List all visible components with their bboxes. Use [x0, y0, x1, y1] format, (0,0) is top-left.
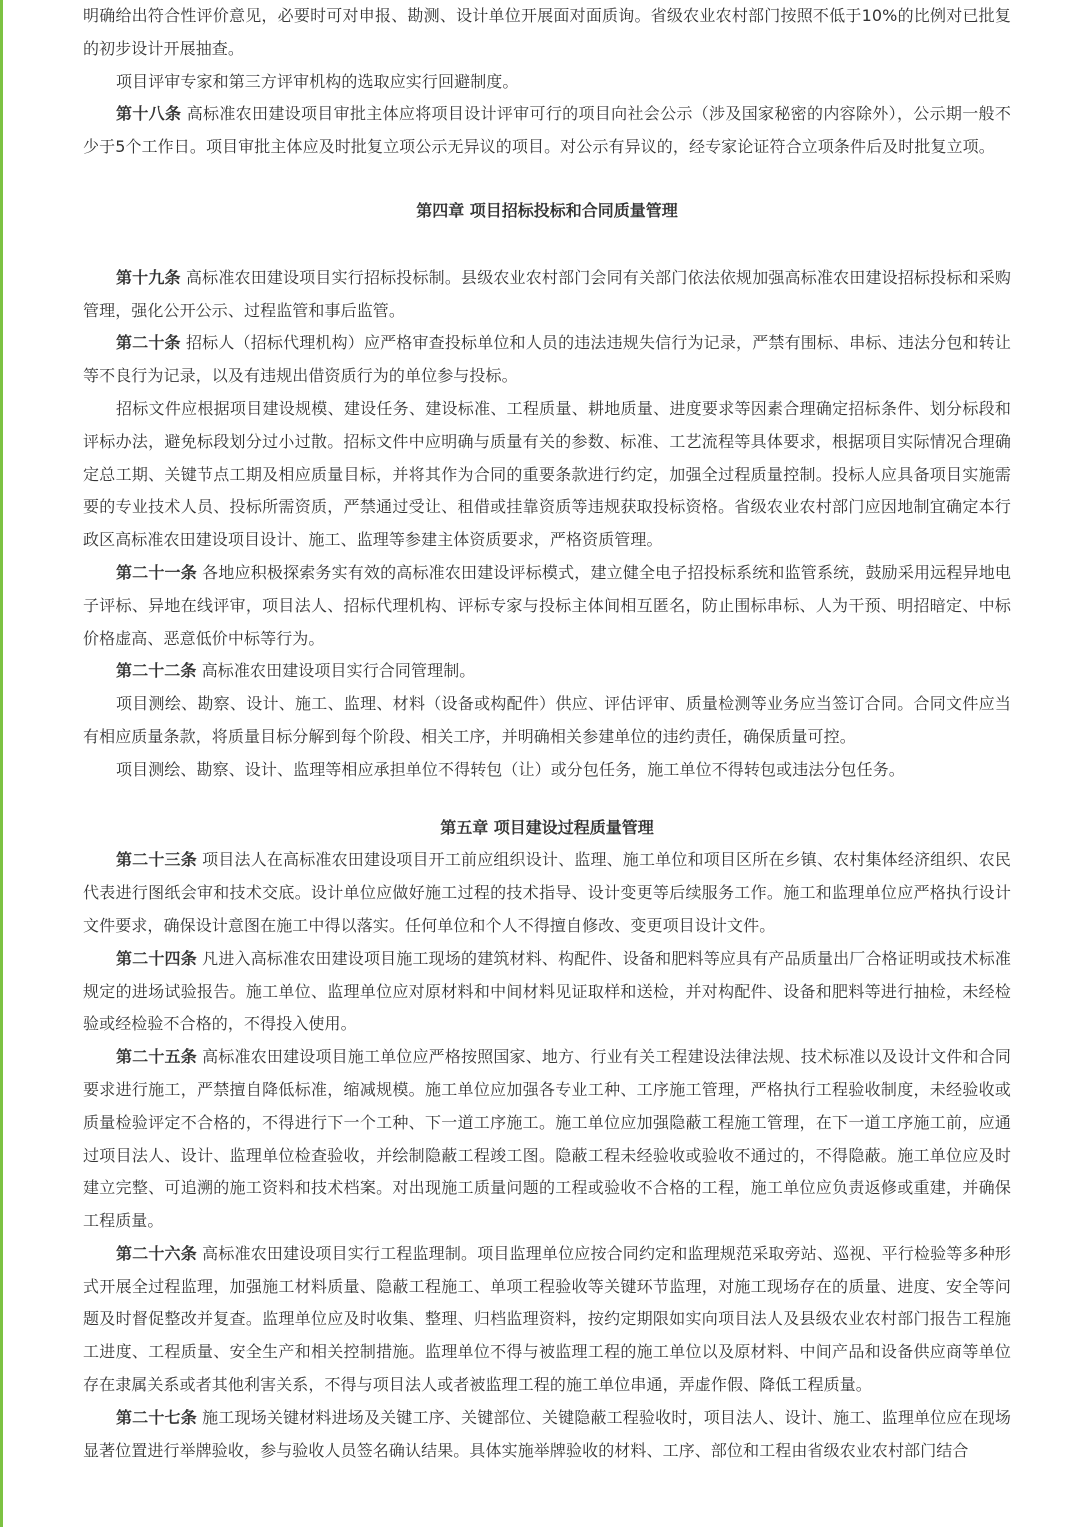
article-23-label: 第二十三条 [116, 850, 197, 870]
paragraph-recusal: 项目评审专家和第三方评审机构的选取应实行回避制度。 [116, 71, 519, 91]
article-22-label: 第二十二条 [116, 661, 197, 681]
article-23 [83, 844, 1011, 942]
article-25 [83, 1041, 1011, 1238]
article-19-text: 高标准农田建设项目实行招标投标制。县级农业农村部门会同有关部门依法依规加强高标准农田建设招标投标和采购管理，强化公开公示、过程监管和事后监管。 [83, 267, 1011, 320]
article-18-text: 高标准农田建设项目审批主体应将项目设计评审可行的项目向社会公示（涉及国家秘密的内容除外），公示期一般不少于5个工作日。项目审批主体应及时批复立项公示无异议的项目。对公示有异议的，经专家论证符合立项条件后及时批复立项。 [83, 104, 1011, 157]
paragraph-subcontracting: 项目测绘、勘察、设计、监理等相应承担单位不得转包（让）或分包任务，施工单位不得转包或违法分包任务。 [116, 759, 905, 779]
article-26 [83, 1238, 1011, 1402]
article-21-label: 第二十一条 [116, 562, 197, 582]
article-27 [83, 1402, 1011, 1468]
article-26-label: 第二十六条 [116, 1243, 197, 1263]
article-25-text: 高标准农田建设项目施工单位应严格按照国家、地方、行业有关工程建设法律法规、技术标准以及设计文件和合同要求进行施工，严禁擅自降低标准，缩减规模。施工单位应加强各专业工种、工序施工管理，严格执行工程验收制度，未经验收或质量检验评定不合格的，不得进行下一个工种、下一道工序施工。施工单位应加强隐蔽工程施工管理，在下一道工序施工前，应通过项目法人、设计、监理单位检查验收，并绘制隐蔽工程竣工图。隐蔽工程未经验收或验收不通过的，不得隐蔽。施工单位应及时建立完整、可追溯的施工资料和技术档案。对出现施工质量问题的工程或验收不合格的工程，施工单位应负责返修或重建，并确保工程质量。 [83, 1047, 1011, 1231]
article-22 [83, 655, 1011, 688]
paragraph-continuation: 明确给出符合性评价意见，必要时可对申报、勘测、设计单位开展面对面质询。省级农业农村部门按照不低于10%的比例对已批复的初步设计开展抽查。 [83, 6, 1011, 58]
article-24-label: 第二十四条 [116, 948, 197, 968]
article-20 [83, 327, 1011, 393]
paragraph-contracts: 项目测绘、勘察、设计、施工、监理、材料（设备或构配件）供应、评估评审、质量检测等业务应当签订合同。合同文件应当有相应质量条款，将质量目标分解到每个阶段、相关工序，并明确相关参建单位的违约责任，确保质量可控。 [83, 694, 1011, 746]
article-22-text: 高标准农田建设项目实行合同管理制。 [196, 661, 476, 681]
chapter-4-title: 第四章 项目招标投标和合同质量管理 [416, 200, 678, 220]
chapter-5-title: 第五章 项目建设过程质量管理 [440, 817, 654, 837]
document-body [83, 0, 1011, 1467]
article-26-text: 高标准农田建设项目实行工程监理制。项目监理单位应按合同约定和监理规范采取旁站、巡视、平行检验等多种形式开展全过程监理，加强施工材料质量、隐蔽工程施工、单项工程验收等关键环节监理，对施工现场存在的质量、进度、安全等问题及时督促整改并复查。监理单位应及时收集、整理、归档监理资料，按约定期限如实向项目法人及县级农业农村部门报告工程施工进度、工程质量、安全生产和相关控制措施。监理单位不得与被监理工程的施工单位以及原材料、中间产品和设备供应商等单位存在隶属关系或者其他利害关系，不得与项目法人或者被监理工程的施工单位串通，弄虚作假、降低工程质量。 [83, 1243, 1011, 1395]
article-27-text: 施工现场关键材料进场及关键工序、关键部位、关键隐蔽工程验收时，项目法人、设计、施工、监理单位应在现场显著位置进行举牌验收，参与验收人员签名确认结果。具体实施举牌验收的材料、工序、部位和工程由省级农业农村部门结合 [83, 1407, 1011, 1460]
left-accent-bar [0, 0, 3, 1527]
article-21-text: 各地应积极探索务实有效的高标准农田建设评标模式，建立健全电子招投标系统和监管系统，鼓励采用远程异地电子评标、异地在线评审，项目法人、招标代理机构、评标专家与投标主体间相互匿名，防止围标串标、人为干预、明招暗定、中标价格虚高、恶意低价中标等行为。 [83, 562, 1011, 648]
article-21 [83, 557, 1011, 655]
article-23-text: 项目法人在高标准农田建设项目开工前应组织设计、监理、施工单位和项目区所在乡镇、农村集体经济组织、农民代表进行图纸会审和技术交底。设计单位应做好施工过程的技术指导、设计变更等后续服务工作。施工和监理单位应严格执行设计文件要求，确保设计意图在施工中得以落实。任何单位和个人不得擅自修改、变更项目设计文件。 [83, 850, 1011, 935]
article-24-text: 凡进入高标准农田建设项目施工现场的建筑材料、构配件、设备和肥料等应具有产品质量出厂合格证明或技术标准规定的进场试验报告。施工单位、监理单位应对原材料和中间材料见证取样和送检，并对构配件、设备和肥料等进行抽检，未经检验或经检验不合格的，不得投入使用。 [83, 948, 1011, 1034]
article-18-label: 第十八条 [116, 104, 182, 124]
article-25-label: 第二十五条 [116, 1047, 197, 1067]
article-20-label: 第二十条 [116, 333, 181, 353]
article-19-label: 第十九条 [116, 267, 181, 287]
article-18 [83, 98, 1011, 164]
article-19 [83, 262, 1011, 328]
article-20-text: 招标人（招标代理机构）应严格审查投标单位和人员的违法违规失信行为记录，严禁有围标、串标、违法分包和转让等不良行为记录，以及有违规出借资质行为的单位参与投标。 [83, 333, 1011, 386]
paragraph-bid-documents: 招标文件应根据项目建设规模、建设任务、建设标准、工程质量、耕地质量、进度要求等因素合理确定招标条件、划分标段和评标办法，避免标段划分过小过散。招标文件中应明确与质量有关的参数、标准、工艺流程等具体要求，根据项目实际情况合理确定总工期、关键节点工期及相应质量目标，并将其作为合同的重要条款进行约定，加强全过程质量控制。投标人应具备项目实施需要的专业技术人员、投标所需资质，严禁通过受让、租借或挂靠资质等违规获取投标资格。省级农业农村部门应因地制宜确定本行政区高标准农田建设项目设计、施工、监理等参建主体资质要求，严格资质管理。 [83, 398, 1011, 550]
article-24 [83, 943, 1011, 1041]
article-27-label: 第二十七条 [116, 1407, 197, 1427]
